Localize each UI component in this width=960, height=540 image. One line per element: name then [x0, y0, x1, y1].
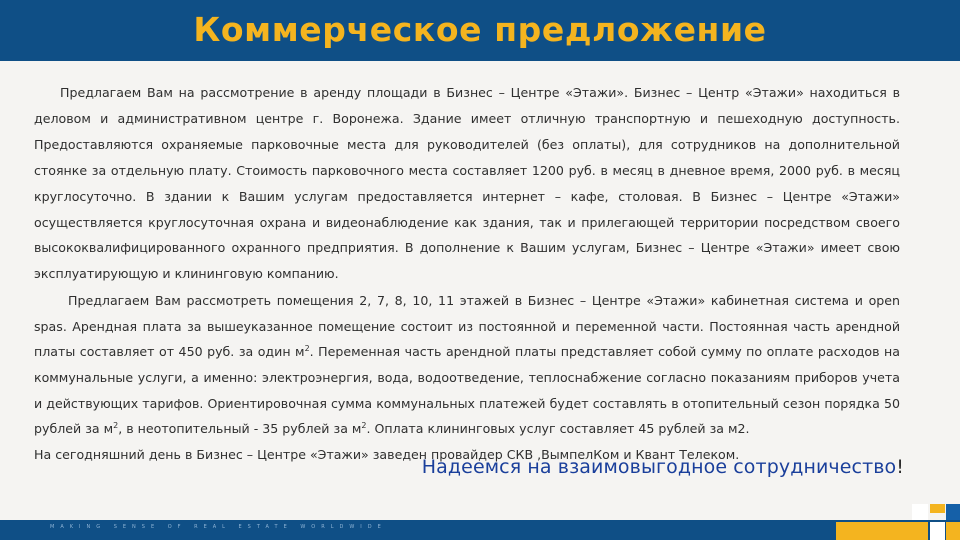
deco-square-yellow-bottom — [946, 522, 960, 540]
deco-square-white — [912, 504, 928, 520]
rent-text-part-1: Предлагаем Вам рассмотреть помещения 2, 7, 8, 10, 11 этажей в Бизнес – Центре «Этажи» кабинетная система и open spas. Арендная плата за вышеуказанное помещение состоит из постоянной и переменной части. Постоянная часть арендной платы составляет от 450 руб. за один м — [34, 293, 900, 360]
superscript-square: 2 — [304, 344, 310, 354]
rent-text-part-3: , в неотопительный - 35 рублей за м — [118, 421, 362, 437]
paragraph-rent — [34, 288, 900, 442]
paragraph-providers: На сегодняшний день в Бизнес – Центре «Этажи» заведен провайдер СКВ ,ВымпелКом и Квант Телеком. — [34, 446, 740, 462]
superscript-square: 2 — [361, 421, 367, 431]
page-title: Коммерческое предложение — [193, 10, 767, 49]
footer-bar — [0, 520, 960, 540]
closing-message — [422, 456, 904, 478]
deco-square-blue-top — [946, 504, 960, 520]
header-bar — [0, 0, 960, 61]
deco-square-yellow-small — [930, 504, 945, 513]
paragraph-location: Предлагаем Вам на рассмотрение в аренду площади в Бизнес – Центре «Этажи». Бизнес – Центр «Этажи» находиться в деловом и административном центре г. Воронежа. Здание имеет отличную транспортную и пешеходную доступность. Предоставляются охраняемые парковочные места для руководителей (без оплаты), для сотрудников на дополнительной стоянке за отдельную плату. Стоимость парковочного места составляет 1200 руб. в месяц в дневное время, 2000 руб. в месяц круглосуточно. В здании к Вашим услугам предоставляется интернет – кафе, столовая. В Бизнес – Центре «Этажи» осуществляется круглосуточная охрана и видеонаблюдение как здания, так и прилегающей территории посредством своего высококвалифицированного охранного предприятия. В дополнение к Вашим услугам, Бизнес – Центре «Этажи» имеет свою эксплуатирующую и клининговую компанию. — [34, 85, 900, 282]
rent-text-part-4: . Оплата клининговых услуг составляет 45 рублей за м2. — [366, 421, 750, 437]
deco-square-white-bottom — [930, 522, 945, 540]
superscript-square: 2 — [113, 421, 119, 431]
rent-text-part-2: . Переменная часть арендной платы представляет собой сумму по оплате расходов на коммунальные услуги, а именно: электроэнергия, вода, водоотведение, теплоснабжение согласно показаниям приборов учета и действующих тарифов. Ориентировочная сумма коммунальных платежей будет составлять в отопительный сезон порядка 50 рублей за м — [34, 344, 900, 437]
corner-decoration — [836, 504, 960, 540]
footer-tagline: MAKING SENSE OF REAL ESTATE WORLDWIDE — [50, 524, 387, 530]
closing-text: Надеемся на взаимовыгодное сотрудничество — [421, 456, 897, 478]
closing-punctuation: ! — [896, 456, 904, 478]
deco-bar-yellow — [836, 522, 928, 540]
body-text — [34, 80, 900, 467]
